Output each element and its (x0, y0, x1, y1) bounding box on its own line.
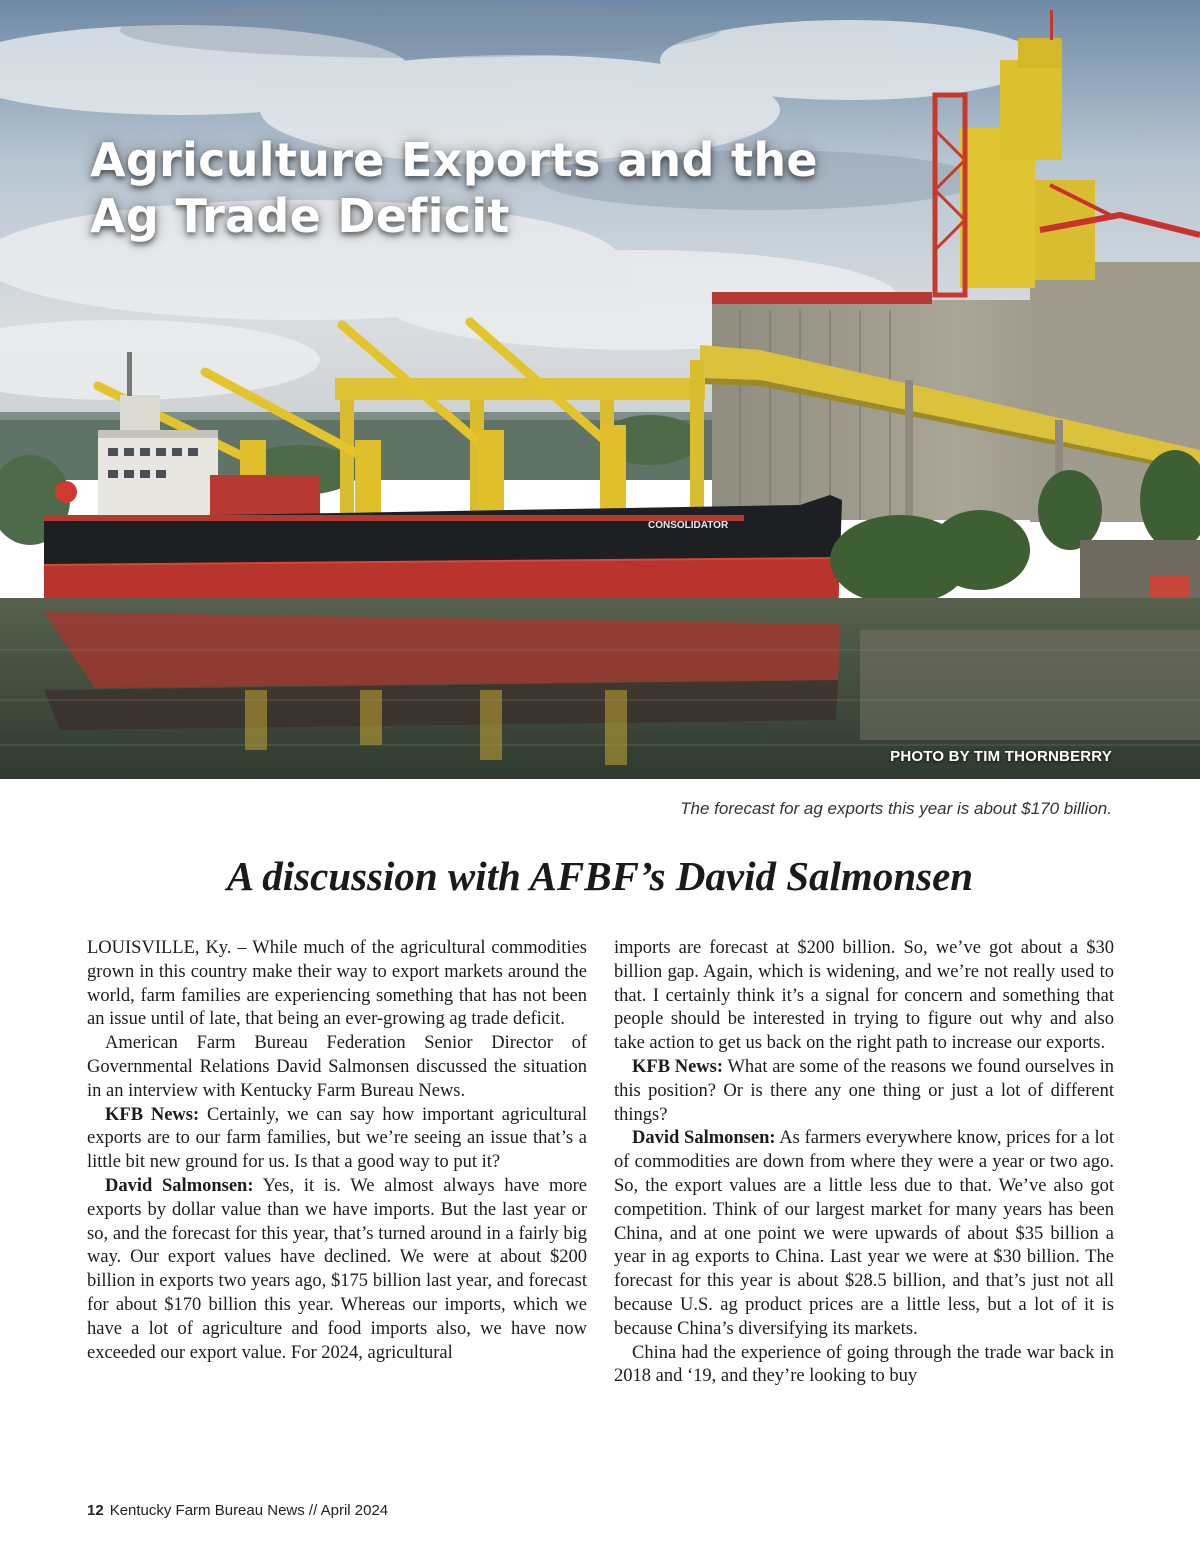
paragraph (614, 1127, 1114, 1341)
paragraph-text: LOUISVILLE, Ky. – While much of the agricultural commodities grown in this country make their way to export markets around the world, farm families are experiencing something that has not been an issue until of late, that being an ever-growing ag trade deficit. (87, 938, 587, 1030)
paragraph-text: What are some of the reasons we found ourselves in this position? Or is there any one thing or just a lot of different things? (614, 1056, 1115, 1125)
headline-line-2: Ag Trade Deficit (90, 189, 510, 243)
photo-credit: PHOTO BY TIM THORNBERRY (890, 748, 1112, 765)
speaker-label: KFB News: (105, 1104, 200, 1125)
headline-line-1: Agriculture Exports and the (90, 133, 818, 187)
paragraph (614, 1056, 1114, 1127)
page-number: 12 (87, 1502, 104, 1519)
speaker-label: David Salmonsen: (105, 1175, 254, 1196)
speaker-label: KFB News: (632, 1056, 724, 1077)
paragraph-text: Certainly, we can say how important agricultural exports are to our farm families, but we’re seeing an issue that’s a little bit new ground for us. Is that a good way to put it? (87, 1104, 588, 1173)
photo-caption: The forecast for ag exports this year is about $170 billion. (680, 799, 1112, 818)
paragraph (614, 1342, 1114, 1390)
ship-name-marking: CONSOLIDATOR (648, 520, 729, 531)
paragraph-text: American Farm Bureau Federation Senior Director of Governmental Relations David Salmonsen discussed the situation in an interview with Kentucky Farm Bureau News. (87, 1033, 587, 1101)
paragraph-text: imports are forecast at $200 billion. So, we’ve got about a $30 billion gap. Again, which is widening, and we’re not really used to that. I certainly think it’s a signal for concern and something that people should be interested in trying to figure out why and also take action to get us back on the right path to increase our exports. (614, 938, 1114, 1054)
article-column-left (87, 937, 587, 1365)
paragraph-text: Yes, it is. We almost always have more exports by dollar value than we have imports. But the last year or so, and the forecast for this year, that’s turned around in a fairly big way. Our export values have declined. We were at about $200 billion in exports two years ago, $175 billion last year, and forecast for about $170 billion this year. Whereas our imports, which we have a lot of agriculture and food imports also, we have now exceeded our export value. For 2024, agricultural (87, 1175, 587, 1363)
paragraph (87, 1175, 587, 1365)
headline (90, 132, 970, 244)
page-footer (87, 1502, 388, 1519)
publication-info: Kentucky Farm Bureau News // April 2024 (109, 1502, 389, 1519)
paragraph-text: As farmers everywhere know, prices for a lot of commodities are down from where they were a year or two ago. So, the export values are a little less due to that. We’ve also got competition. Think of our largest market for many years has been China, and at one point we were upwards of about $35 billion a year in ag exports to China. Last year we were at $30 billion. The forecast for this year is about $28.5 billion, and that’s just not all because U.S. ag product prices are a little less, but a lot of it is because China’s diversifying its markets. (614, 1128, 1114, 1339)
paragraph (87, 1104, 587, 1175)
article-column-right (614, 937, 1114, 1389)
paragraph (87, 937, 587, 1032)
speaker-label: David Salmonsen: (632, 1128, 776, 1149)
paragraph (614, 937, 1114, 1056)
paragraph (87, 1032, 587, 1103)
article-subhead: A discussion with AFBF’s David Salmonsen (226, 853, 974, 899)
paragraph-text: China had the experience of going through the trade war back in 2018 and ‘19, and they’re looking to buy (614, 1342, 1114, 1387)
